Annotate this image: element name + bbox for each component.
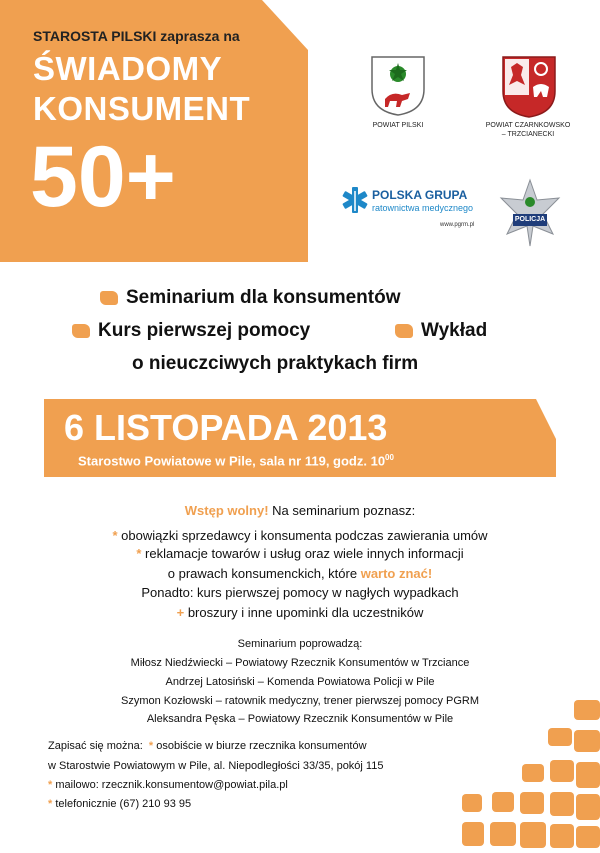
event-place: Starostwo Powiatowe w Pile, sala nr 119, godz. $10^{00}$ — [78, 453, 394, 469]
police-star-badge-icon — [495, 178, 565, 248]
feature-item-1: Seminarium dla konsumentów — [100, 287, 401, 309]
event-hour-sup: 00 — [385, 453, 394, 462]
info-intro: Wstęp wolny! Na seminarium poznasz: — [184, 503, 416, 518]
speaker-1: Miłosz Niedźwiecki – Powiatowy Rzecznik Konsumentów w Trzciance — [130, 657, 470, 669]
hero-title-line2: KONSUMENT — [33, 90, 251, 127]
star-icon: * — [48, 798, 53, 810]
feature-item-3: Wykład — [395, 320, 487, 342]
free-entry: Wstęp wolny! — [184, 503, 269, 518]
speakers-header: Seminarium poprowadzą: — [237, 638, 363, 650]
info-line-4: Ponadto: kurs pierwszej pomocy w nagłych wypadkach — [141, 585, 459, 600]
powiat-czarnkowsko-caption-line1: POWIAT CZARNKOWSKO — [485, 122, 571, 129]
powiat-pilski-caption: POWIAT PILSKI — [372, 122, 424, 129]
decorative-squares — [462, 700, 600, 848]
coat-of-arms-deer-icon — [370, 55, 426, 117]
registration-line-1: Zapisać się można: * osobiście w biurze rzecznika konsumentów — [48, 740, 367, 752]
pgrm-url: www.pgrm.pl — [440, 222, 475, 228]
star-icon: * — [112, 528, 118, 543]
plus-icon: + — [176, 605, 185, 620]
bullet-icon — [72, 324, 90, 338]
feature-item-3-continued: o nieuczciwych praktykach firm — [132, 353, 419, 374]
speaker-3: Szymon Kozłowski – ratownik medyczny, trener pierwszej pomocy PGRM — [120, 695, 480, 707]
worth-knowing: warto znać! — [360, 566, 433, 581]
hero-50-plus: 50+ — [30, 129, 176, 225]
star-of-life-icon — [340, 185, 370, 215]
policja-label: POLICJA — [514, 216, 546, 223]
info-line-5: + broszury i inne upominki dla uczestników — [176, 605, 424, 620]
coat-of-arms-eagle-icon — [501, 55, 557, 119]
hero-invite: STAROSTA PILSKI zaprasza na — [33, 28, 240, 44]
star-icon: * — [136, 546, 142, 561]
pgrm-name-line1: POLSKA GRUPA — [372, 188, 468, 202]
hero-title-line1: ŚWIADOMY — [33, 50, 223, 87]
info-line-3: o prawach konsumenckich, które warto znać! — [167, 566, 433, 581]
pgrm-name-line2: ratownictwa medycznego — [372, 203, 474, 213]
registration-line-4: * telefonicznie (67) 210 93 95 — [48, 798, 192, 810]
bullet-icon — [395, 324, 413, 338]
info-line-1: * obowiązki sprzedawcy i konsumenta podczas zawierania umów — [112, 528, 488, 543]
star-icon: * — [148, 740, 154, 752]
star-icon: * — [48, 779, 53, 791]
registration-line-3: * mailowo: rzecznik.konsumentow@powiat.pila.pl — [48, 779, 288, 791]
event-date: 6 LISTOPADA 2013 — [64, 407, 388, 448]
speaker-4: Aleksandra Pęska – Powiatowy Rzecznik Konsumentów w Pile — [146, 713, 454, 725]
info-line-2: * reklamacje towarów i usług oraz wiele innych informacji — [136, 546, 464, 561]
registration-line-2: w Starostwie Powiatowym w Pile, al. Niepodległości 33/35, pokój 115 — [48, 760, 384, 772]
feature-item-2: Kurs pierwszej pomocy — [72, 320, 310, 342]
speaker-2: Andrzej Latosiński – Komenda Powiatowa Policji w Pile — [165, 676, 435, 688]
powiat-czarnkowsko-caption-line2: – TRZCIANECKI — [501, 131, 555, 138]
bullet-icon — [100, 291, 118, 305]
